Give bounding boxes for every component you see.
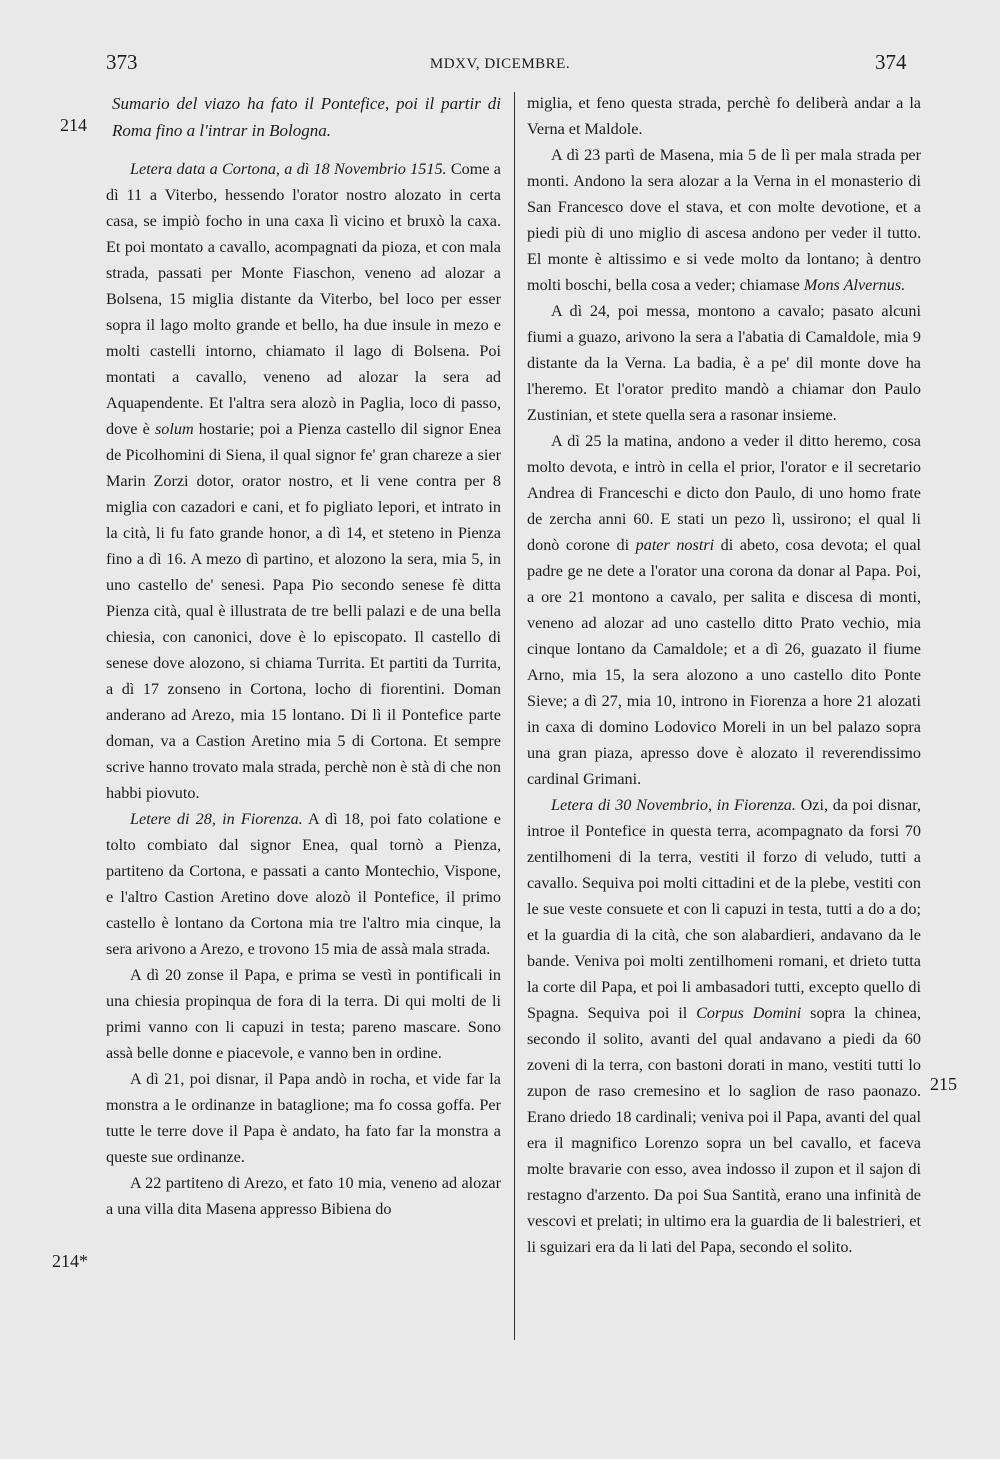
paragraph	[527, 142, 921, 298]
paragraph-text: di abeto, cosa devota; el qual padre ge ne dete a l'orator una corona da donar al Papa. Poi, a ore 21 montono a cavalo, per salita e discesa di monti, veneno ad alozar ad uno castello ditto Prato vechio, mia cinque lontano da Camaldole; et a dì 26, guazato il fiume Arno, mia 15, la sera alozono a uno castello dito Ponte Sieve; a dì 27, mia 10, introno in Fiorenza a hore 21 alozati in caxa di domino Lodovico Moreli in un bel palazo sopra una gran piaza, apresso dove è alozato il reverendissimo cardinal Grimani.	[527, 536, 922, 788]
left-page-number: 373	[106, 50, 138, 74]
paragraph-text: sopra la chinea, secondo il solito, avanti del qual andavano a piedi da 60 zoveni di la terra, con bastoni dorati in mano, vestiti tutti lo zupon de raso cremesino et lo saglion de raso paonazo. Erano driedo 18 cardinali; veniva poi il Papa, avanti del qual era il magnifico Lorenzo sopra un bel cavallo, et faceva molte bravarie con esso, avea indosso il zupon et il sajon di restagno d'arzento. Da poi Sua Santità, erano una infinità de vescovi et prelati; in ultimo era la guardia de li balestrieri, et li sguizari era da li lati del Papa, secondo el solito.	[527, 1004, 921, 1256]
letter-heading: Letera data a Cortona, a dì 18 Novembrio 1515.	[130, 160, 447, 178]
paragraph	[106, 806, 501, 962]
letter-heading: Letere di 28, in Fiorenza.	[130, 810, 303, 828]
left-column	[106, 90, 501, 1222]
paragraph-text: hostarie; poi a Pienza castello dil signor Enea de Picolhomini di Siena, il qual signor fe' gran chareze a sier Marin Zorzi dotor, orator nostro, et li vene contra per 8 miglia con cazadori e cani, et fo pigliato lepori, et intrato in la cità, li fu fato grande honor, a dì 14, et steteno in Pienza fino a dì 16. A mezo dì partino, et alozono la sera, mia 5, in uno castello de' senesi. Papa Pio secondo senese fè ditta Pienza cità, qual è illustrata de tre belli palazi e de una bella chiesia, con canonici, dove è lo episcopato. Il castello di senese dove alozono, si chiama Turrita. Et partiti da Turrita, a dì 17 zonseno in Cortona, locho di fiorentini. Doman anderano ad Arezo, mia 15 lontano. Di lì il Pontefice parte doman, va a Castion Aretino mia 5 di Cortona. Et sempre scrive hanno trovato mala strada, perchè non è stà di che non habbi piovuto.	[106, 420, 501, 802]
summary-heading: Sumario del viazo ha fato il Pontefice, poi il partir di Roma fino a l'intrar in Bologna.	[112, 94, 501, 140]
running-head: MDXV, DICEMBRE.	[429, 56, 571, 72]
paragraph	[106, 156, 501, 806]
paragraph: A dì 21, poi disnar, il Papa andò in rocha, et vide far la monstra a le ordinanze in bataglione; ma fo cossa goffa. Per tutte le terre dove il Papa è andato, ha fato far la monstra a queste sue ordinanze.	[106, 1070, 501, 1166]
paragraph	[527, 428, 921, 792]
paragraph: A dì 24, poi messa, montono a cavalo; pasato alcuni fiumi a guazo, arivono la sera a l'abatia di Camaldole, mia 9 distante da la Verna. La badia, è a pe' dil monte dove ha l'heremo. Et l'orator predito mandò a chiamar don Paulo Zustinian, et stete quella sera a rasonar insieme.	[527, 302, 921, 424]
paragraph-continuation: miglia, et feno questa strada, perchè fo deliberà andar a la Verna et Maldole.	[527, 94, 921, 138]
paragraph: A dì 20 zonse il Papa, e prima se vestì in pontificali in una chiesia propinqua de fora di la terra. Di qui molti de li primi vanno con li capuzi in testa; pareno mascare. Sono assà belle donne e piacevole, e vanno ben in ordine.	[106, 966, 501, 1062]
margin-number-left-bottom: 214*	[52, 1251, 88, 1271]
paragraph-text: A dì 25 la matina, andono a veder il ditto heremo, cosa molto devota, e intrò in cella el prior, l'orator e il secretario Andrea di Franceschi e dicto don Paulo, di uno homo frate de zercha anni 60. E stati un pezo lì, ussirono; el qual li donò corone di	[527, 432, 921, 554]
italic-term: pater nostri	[635, 536, 715, 554]
paragraph-text: Come a dì 11 a Viterbo, hessendo l'orator nostro alozato in certa casa, se impiò focho in una caxa lì vicino et bruxò la caxa. Et poi montato a cavallo, acompagnati da pioza, et con mala strada, passati per Monte Fiaschon, veneno ad alozar a Bolsena, 15 miglia distante da Viterbo, bel loco per esser sopra il lago molto grande et bello, ha due insule in mezo e molti castelli intorno, chiamato il lago di Bolsena. Poi montati a cavallo, veneno ad alozar la sera ad Aquapendente. Et l'altra sera alozò in Paglia, loco di passo, dove è	[106, 160, 501, 438]
paragraph: A 22 partiteno di Arezo, et fato 10 mia, veneno ad alozar a una villa dita Masena appresso Bibiena do	[106, 1174, 501, 1218]
column-divider	[514, 92, 515, 1340]
italic-term: Mons Alvernus.	[803, 276, 906, 294]
margin-number-right: 215	[930, 1074, 957, 1094]
paragraph-text: A dì 18, poi fato colatione e tolto combiato dal signor Enea, qual tornò a Pienza, partiteno da Cortona, e passati a canto Montechio, Vispone, e l'altro Castion Aretino dove alozò il Pontefice, il primo castello è lontano da Cortona mia tre l'altro mia cinque, la sera arivono a Arezo, e trovono 15 mia de assà mala strada.	[106, 810, 501, 958]
right-page-number: 374	[875, 50, 907, 74]
italic-term: solum	[154, 420, 194, 438]
right-column	[527, 90, 921, 1260]
letter-heading: Letera di 30 Novembrio, in Fiorenza.	[551, 796, 796, 814]
paragraph	[527, 792, 921, 1260]
margin-number-left-top: 214	[60, 115, 87, 135]
paragraph-text: Ozi, da poi disnar, introe il Pontefice in questa terra, acompagnato da forsi 70 zentilhomeni di la terra, vestiti il forzo di veludo, tutti a cavallo. Sequiva poi molti cittadini et de la plebe, vestiti con le sue veste consuete et con li capuzi in testa, tutti a do a do; et la guardia di la cità, che son alabardieri, andavano da le bande. Veniva poi molti zentilhomeni romani, et drieto tutta la corte dil Papa, et poi li ambasadori tutti, excepto quello di Spagna. Sequiva poi il	[527, 796, 922, 1022]
paragraph-text: A dì 23 partì de Masena, mia 5 de lì per mala strada per monti. Andono la sera alozar a la Verna in el monasterio di San Francesco dove el stava, et con molte devotione, et a piedi più di uno miglio di ascesa andono per veder il tutto. El monte è altissimo e si vede molto da lontano; à dentro molti boschi, bella cosa a veder; chiamase	[527, 146, 921, 294]
page-header	[0, 50, 1000, 80]
italic-term: Corpus Domini	[696, 1004, 802, 1022]
